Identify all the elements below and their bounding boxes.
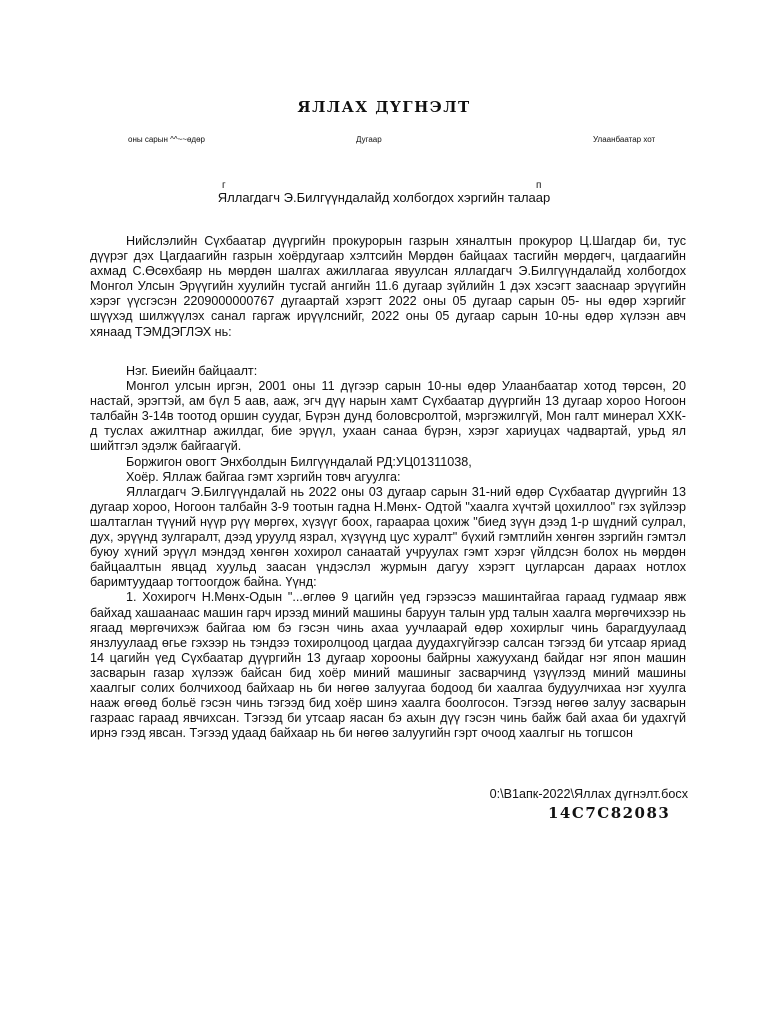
evidence-paragraph: 1. Хохирогч Н.Мөнх-Одын "...өглөө 9 цагийн үед гэрээсээ машинтайгаа гараад гудмаар явж байхад хашаанаас машин гарч ирээд миний машины баруун талын урд талын хаалга мөргөчихээр нь ягаад мөргөчихэж байгаа юм бэ гэсэн чинь ахаа уучлаарай өдөр хохирлыг чинь барагдуулаад янзлуулаад өгье гэхээр нь тэндээ тохиролцоод цагдаа дуудахгүйгээр салсан тэгээд би утсаар яриад 14 цагийн үед Сүхбаатар дүүргийн 13 дугаар хорооны байрны хажууханд байдаг нэг япон машин засварын газар хүлээж байсан бид хоёр миний машиныг засварчинд үзүүлээд миний машины хаалгыг солих болчихоод байхаар нь би нөгөө залуугаа бодоод би хаалгаа будуулчихаа нэг хуулга нааж өгөөд больё гэсэн чинь тэгээд бид хоёр шинэ хаалга боолгосон. Тэгээд нөгөө залуу засварын газраас гараад явчихсан. Тэгээд би утсаар яасан бэ ахын дүү гэсэн чинь байж бай ахаа би удахгүй ирнэ гээд явсан. Тэгээд удаад байхаар нь би нөгөө залуугийн гэрт очоод хаалгыг нь тогшсон bbox=[90, 590, 686, 741]
document-title: ЯЛЛАХ ДҮГНЭЛТ bbox=[297, 98, 471, 116]
file-path-footer: 0:\В1апк-2022\Яллах дүгнэлт.босх bbox=[489, 787, 688, 801]
city-field: Улаанбаатар хот bbox=[593, 135, 656, 144]
section1-heading: Нэг. Биеийн байцаалт: bbox=[126, 364, 258, 378]
section2-paragraph: Яллагдагч Э.Билгүүндалай нь 2022 оны 03 дугаар сарын 31-ний өдөр Сүхбаатар дүүргийн 13 дугаар хороо, Ногоон талбайн 3-9 тоотын гадна Н.Мөнх- Одтой "хаалга хүчтэй цохиллоо" гэх зүйлээр шалтаглан түүний нүүр рүү мөргөх, хүзүүг боох, гараараа цохиж "биед зүүн дээд 1-р шүдний сулрал, дух, эрүүнд зулгаралт, дээд уруулд язрал, хүзүүнд цус хуралт" бүхий гэмтлийн хөнгөн зэргийн гэмтэл буюу хүний эрүүл мэндэд хөнгөн хохирол санаатай учруулах гэмт хэрэг үйлдсэн болох нь мөрдөн байцаалтын явцад хуульд заасан үндэслэл журмын дагуу хэрэгт цугларсан дараах нотлох баримтуудаар тогтоогдож байна. Үүнд: bbox=[90, 484, 686, 590]
document-subject: Яллагдагч Э.Билгүүндалайд холбогдох хэргийн талаар bbox=[217, 190, 551, 205]
section1-paragraph: Монгол улсын иргэн, 2001 оны 11 дүгээр сарын 10-ны өдөр Улаанбаатар хотод төрсөн, 20 настай, эрэгтэй, ам бүл 5 аав, ааж, эгч дүү нарын хамт Сүхбаатар дүүргийн 13 дугаар хороо Ногоон талбайн 3-14в тоотод оршин суудаг, Бүрэн дунд боловсролтой, мэргэжилгүй, Мон галт минерал ХХК-д туслах ажилтнар ажилдаг, бие эрүүл, ухаан санаа бүрэн, хэрэг хариуцах чадвартай, урьд ял шийтгэл эдэлж байгаагүй. bbox=[90, 379, 686, 454]
mark-p: п bbox=[536, 180, 542, 191]
document-code: 14C7C82083 bbox=[548, 804, 671, 822]
date-field: оны сарын ^^~~өдөр bbox=[128, 135, 205, 144]
intro-paragraph: Нийслэлийн Сүхбаатар дүүргийн прокурорын газрын хяналтын прокурор Ц.Шагдар би, тус дүүрэг дэх Цагдаагийн газрын хоёрдугаар хэлтсийн Мөрдөн байцаах тасгийн мөрдөгч, цагдаагийн ахмад С.Өсөхбаяр нь мөрдөн шалгах ажиллагаа явуулсан яллагдагч Э.Билгүүндалайд холбогдох Монгол Улсын Эрүүгийн хуулийн тусгай ангийн 11.6 дугаар зүйлийн 1 дэх хэсэгт зааснаар эрүүгийн хэрэг үүсгэсэн 2209000000767 дугаартай хэрэгт 2022 оны 05 дугаар сарын 05- ны өдөр хэргийг шүүхэд шилжүүлэх санал гаргаж ирүүлснийг, 2022 оны 05 дугаар сарын 10-ны өдөр хүлээн авч хянаад ТЭМДЭГЛЭХ нь: bbox=[90, 234, 686, 339]
section2-heading: Хоёр. Яллаж байгаа гэмт хэргийн товч агуулга: bbox=[126, 469, 401, 484]
mark-g: г bbox=[222, 180, 226, 191]
intro-block bbox=[90, 234, 686, 340]
section1-name: Боржигон овогт Энхболдын Билгүүндалай РД:УЦ01311038, bbox=[126, 454, 472, 469]
number-field: Дугаар bbox=[356, 135, 382, 144]
section-block bbox=[90, 364, 686, 741]
